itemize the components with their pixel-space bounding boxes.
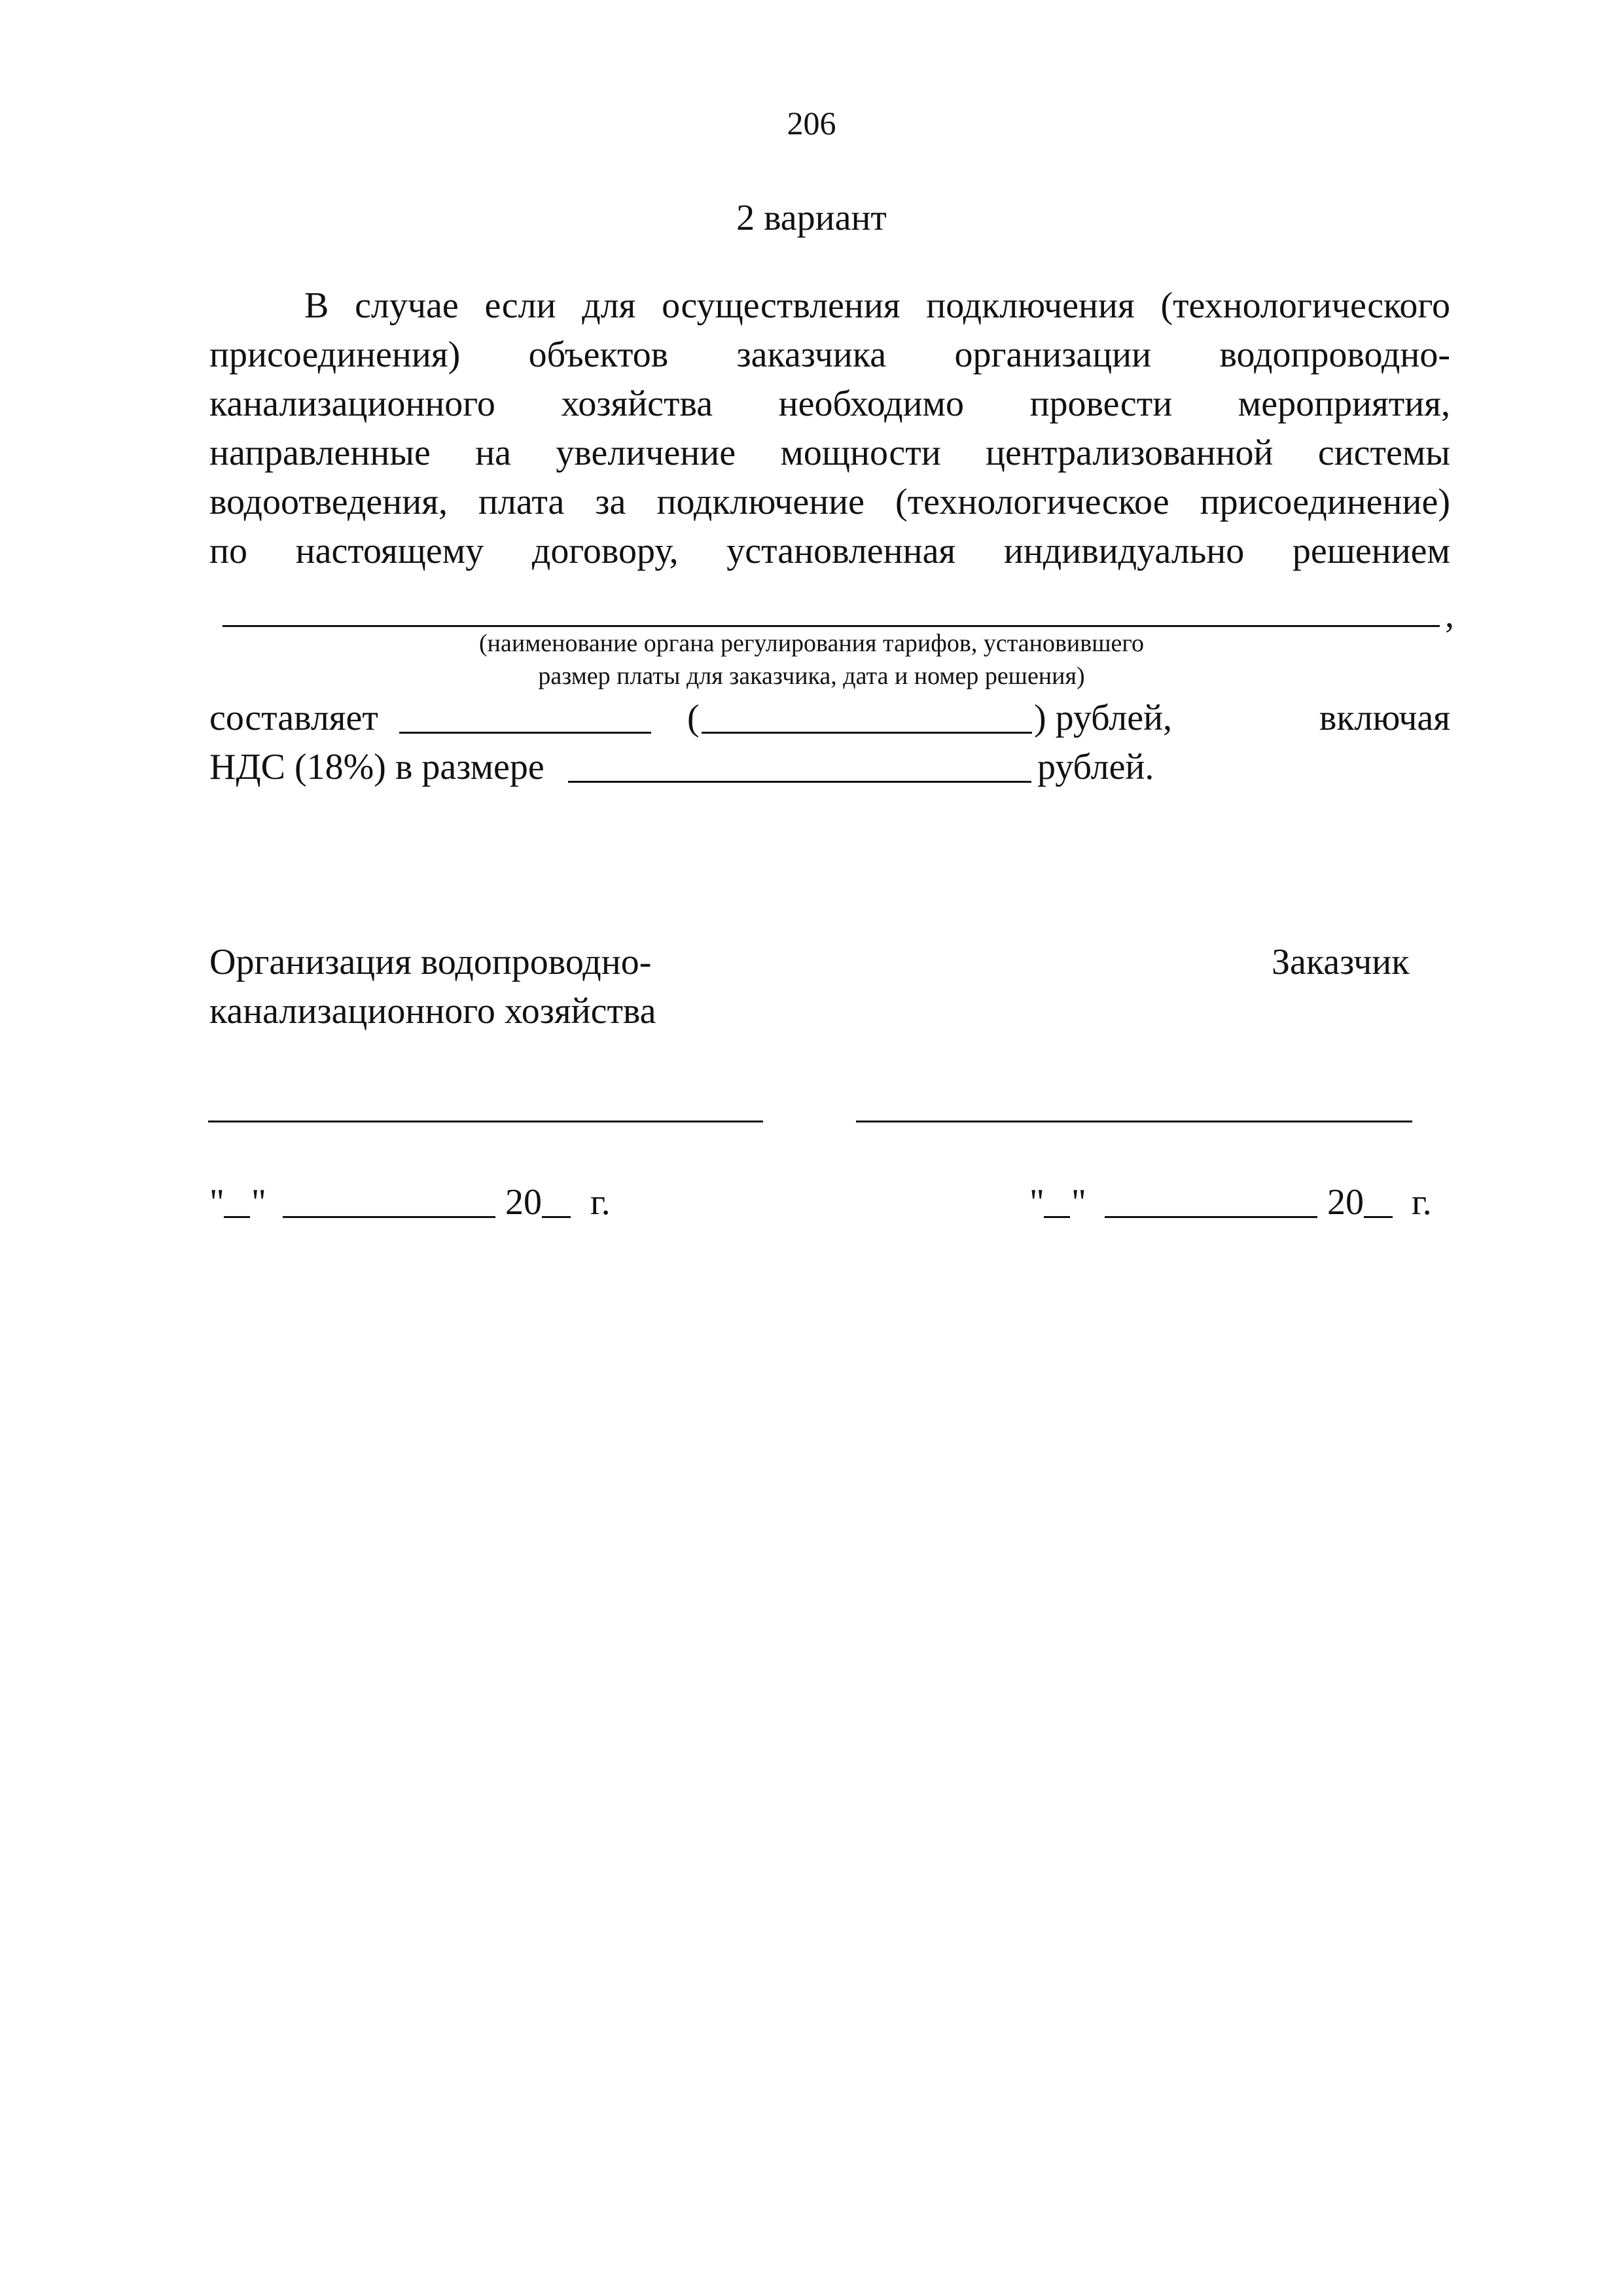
paragraph-word: мероприятия,: [1238, 384, 1450, 424]
left-party-title-line-2: канализационного хозяйства: [209, 991, 656, 1031]
left-date: [209, 1178, 615, 1227]
amount-including: включая: [1319, 698, 1450, 738]
paragraph-word: настоящему: [295, 531, 484, 571]
date-quote-open: ": [1029, 1182, 1044, 1223]
paragraph-word: договору,: [531, 531, 679, 571]
amount-label: составляет: [209, 698, 378, 738]
paragraph-word: случае: [355, 285, 459, 326]
paragraph-word: подключения: [926, 285, 1135, 326]
paragraph-word: (технологическое: [895, 482, 1169, 522]
vat-row: [209, 743, 1450, 792]
paragraph-line-4: [209, 429, 1450, 478]
blank-caption-line-1: (наименование органа регулирования тарифов, установившего: [479, 630, 1144, 657]
right-date-year-blank[interactable]: [1364, 1216, 1393, 1218]
paragraph-word: необходимо: [778, 384, 964, 424]
page-number: 206: [787, 105, 836, 141]
paragraph-word: В: [304, 285, 329, 326]
left-party-title-line-1: Организация водопроводно-: [209, 942, 652, 982]
date-year-suffix: г.: [590, 1182, 611, 1223]
vat-amount-blank[interactable]: [568, 781, 1031, 783]
amount-currency: ) рублей,: [1034, 698, 1173, 738]
paragraph-word: плата: [478, 482, 565, 522]
paragraph-word: водопроводно-: [1219, 334, 1450, 375]
date-year-prefix: 20: [1327, 1182, 1364, 1223]
paragraph-word: канализационного: [209, 384, 495, 424]
paragraph-word: объектов: [528, 334, 669, 375]
right-signature-line[interactable]: [856, 1121, 1412, 1122]
date-quote-open: ": [209, 1182, 224, 1223]
paragraph-line-6: [209, 527, 1450, 576]
amount-words-blank[interactable]: [702, 732, 1032, 734]
paragraph-line-5: [209, 478, 1450, 527]
right-party-title: Заказчик: [1272, 942, 1410, 982]
paragraph-word: по: [209, 531, 247, 571]
paragraph-word: за: [595, 482, 626, 522]
paragraph-word: организации: [954, 334, 1152, 375]
left-date-day-blank[interactable]: [224, 1216, 250, 1218]
variant-title: 2 вариант: [736, 198, 887, 238]
date-quote-close: ": [251, 1182, 266, 1223]
date-year-prefix: 20: [505, 1182, 542, 1223]
paragraph-word: на: [475, 433, 512, 473]
paragraph-word: установленная: [726, 531, 956, 571]
date-year-suffix: г.: [1412, 1182, 1432, 1223]
paragraph-word: если: [484, 285, 556, 326]
paragraph-word: индивидуально: [1003, 531, 1245, 571]
paragraph-word: хозяйства: [561, 384, 713, 424]
paragraph-word: системы: [1317, 433, 1450, 473]
amount-row: [209, 694, 1450, 743]
blank-caption-line-2: размер платы для заказчика, дата и номер решения): [538, 662, 1085, 690]
paragraph-word: (технологического: [1160, 285, 1450, 326]
paragraph-word: направленные: [209, 433, 431, 473]
paragraph-word: присоединения): [209, 334, 461, 375]
vat-label: НДС (18%) в размере: [209, 747, 544, 787]
right-date-day-blank[interactable]: [1044, 1216, 1070, 1218]
blank-comma: ,: [1445, 595, 1454, 636]
vat-currency: рублей.: [1037, 747, 1154, 787]
paragraph-word: осуществления: [662, 285, 901, 326]
amount-open-paren: (: [687, 698, 700, 738]
paragraph-word: провести: [1029, 384, 1173, 424]
date-quote-close: ": [1071, 1182, 1086, 1223]
paragraph-word: для: [582, 285, 636, 326]
paragraph-word: водоотведения,: [209, 482, 448, 522]
paragraph-word: решением: [1292, 531, 1450, 571]
paragraph-word: мощности: [780, 433, 941, 473]
paragraph-line-3: [209, 380, 1450, 429]
amount-number-blank[interactable]: [399, 732, 651, 734]
paragraph-line-1: [209, 281, 1450, 331]
left-date-year-blank[interactable]: [542, 1216, 571, 1218]
paragraph-word: увеличение: [556, 433, 736, 473]
left-date-month-blank[interactable]: [283, 1216, 495, 1218]
paragraph-word: заказчика: [736, 334, 887, 375]
left-signature-line[interactable]: [208, 1121, 763, 1122]
paragraph-word: централизованной: [986, 433, 1274, 473]
right-date: [1029, 1178, 1442, 1227]
paragraph-line-2: [209, 331, 1450, 380]
paragraph-word: присоединение): [1200, 482, 1450, 522]
paragraph-word: подключение: [656, 482, 865, 522]
right-date-month-blank[interactable]: [1105, 1216, 1317, 1218]
